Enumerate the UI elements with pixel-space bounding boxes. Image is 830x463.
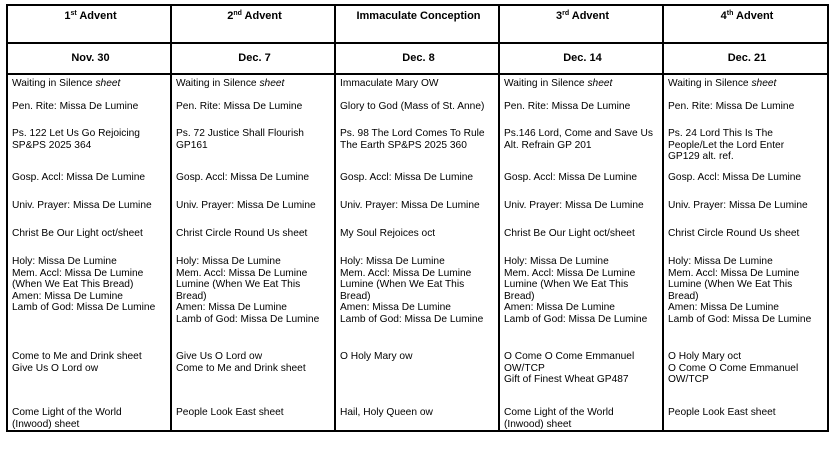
schedule-entry	[668, 200, 827, 228]
entry-text: Univ. Prayer: Missa De Lumine	[668, 200, 808, 211]
entry-italic: sheet	[95, 78, 121, 89]
entry-text: Come Light of the World (Inwood) sheet	[12, 407, 122, 430]
entry-text: Gosp. Accl: Missa De Lumine	[504, 172, 638, 183]
entry-text: Gosp. Accl: Missa De Lumine	[340, 172, 474, 183]
entry-text: Gosp. Accl: Missa De Lumine	[668, 172, 802, 183]
schedule-entry	[12, 101, 170, 128]
schedule-entry	[504, 228, 662, 256]
schedule-entry	[12, 407, 170, 430]
entry-italic: sheet	[751, 78, 777, 89]
schedule-entry	[12, 256, 170, 351]
schedule-entry	[504, 407, 662, 430]
entry-text: Ps. 98 The Lord Comes To Rule The Earth SP&PS 2025 360	[340, 128, 485, 151]
schedule-entry	[668, 228, 827, 256]
col-1-date: Nov. 30	[7, 43, 171, 74]
entry-text: Holy: Missa De Lumine Mem. Accl: Missa De Lumine Lumine (When We Eat This Bread) Amen: Missa De Lumine Lamb of God: Missa De Lumine	[176, 256, 320, 325]
schedule-entry	[176, 172, 334, 200]
entry-text: Univ. Prayer: Missa De Lumine	[504, 200, 644, 211]
entry-text: Ps. 24 Lord This Is The People/Let the Lord Enter GP129 alt. ref.	[668, 128, 785, 163]
schedule-entry	[668, 351, 827, 407]
schedule-entry	[668, 78, 827, 101]
col-5-title: 4th Advent	[663, 5, 828, 43]
col-1-content	[7, 74, 171, 431]
schedule-entry	[668, 101, 827, 128]
entry-text: People Look East sheet	[176, 407, 284, 418]
schedule-entry	[176, 256, 334, 351]
schedule-entry	[12, 128, 170, 172]
entry-text: Holy: Missa De Lumine Mem. Accl: Missa De Lumine Lumine (When We Eat This Bread) Amen: Missa De Lumine Lamb of God: Missa De Lumine	[504, 256, 648, 325]
entry-text: Come Light of the World (Inwood) sheet	[504, 407, 614, 430]
schedule-entry	[668, 128, 827, 172]
entry-text: Waiting in Silence	[668, 78, 752, 89]
schedule-entry	[504, 256, 662, 351]
col-3-content	[335, 74, 499, 431]
col-2-content	[171, 74, 335, 431]
schedule-entry	[340, 200, 498, 228]
entry-text: Ps.146 Lord, Come and Save Us Alt. Refrain GP 201	[504, 128, 653, 151]
col-5-content	[663, 74, 828, 431]
entry-text: Give Us O Lord ow Come to Me and Drink sheet	[176, 351, 306, 374]
schedule-entry	[12, 351, 170, 407]
entry-text: Pen. Rite: Missa De Lumine	[12, 101, 139, 112]
schedule-entry	[668, 407, 827, 419]
schedule-entry	[340, 228, 498, 256]
schedule-entry	[12, 200, 170, 228]
col-1-title: 1st Advent	[7, 5, 171, 43]
entry-text: Come to Me and Drink sheet Give Us O Lord ow	[12, 351, 142, 374]
schedule-entry	[340, 172, 498, 200]
entry-text: O Holy Mary oct O Come O Come Emmanuel OW/TCP	[668, 351, 799, 386]
entry-text: Univ. Prayer: Missa De Lumine	[12, 200, 152, 211]
schedule-entry	[668, 172, 827, 200]
col-2-date: Dec. 7	[171, 43, 335, 74]
col-3-date: Dec. 8	[335, 43, 499, 74]
schedule-entry	[504, 351, 662, 407]
schedule-entry	[504, 128, 662, 172]
body-row	[7, 74, 828, 431]
col-4-date: Dec. 14	[499, 43, 663, 74]
entry-text: People Look East sheet	[668, 407, 776, 418]
entry-text: Holy: Missa De Lumine Mem. Accl: Missa De Lumine Lumine (When We Eat This Bread) Amen: Missa De Lumine Lamb of God: Missa De Lumine	[668, 256, 812, 325]
entry-text: Gosp. Accl: Missa De Lumine	[12, 172, 146, 183]
entry-text: Pen. Rite: Missa De Lumine	[668, 101, 795, 112]
schedule-entry	[176, 128, 334, 172]
schedule-entry	[176, 351, 334, 407]
entry-text: Univ. Prayer: Missa De Lumine	[340, 200, 480, 211]
entry-text: My Soul Rejoices oct	[340, 228, 436, 239]
entry-text: Pen. Rite: Missa De Lumine	[504, 101, 631, 112]
entry-text: O Come O Come Emmanuel OW/TCP Gift of Finest Wheat GP487	[504, 351, 635, 386]
schedule-entry	[340, 351, 498, 407]
schedule-entry	[668, 256, 827, 351]
entry-italic: sheet	[587, 78, 613, 89]
schedule-entry	[12, 78, 170, 101]
col-4-title: 3rd Advent	[499, 5, 663, 43]
entry-text: Christ Circle Round Us sheet	[668, 228, 800, 239]
entry-text: Waiting in Silence	[504, 78, 588, 89]
col-4-content	[499, 74, 663, 431]
schedule-entry	[504, 101, 662, 128]
schedule-entry	[176, 228, 334, 256]
entry-text: Christ Be Our Light oct/sheet	[12, 228, 143, 239]
col-3-title: Immaculate Conception	[335, 5, 499, 43]
schedule-entry	[340, 128, 498, 172]
entry-text: O Holy Mary ow	[340, 351, 413, 362]
schedule-entry	[12, 228, 170, 256]
entry-text: Gosp. Accl: Missa De Lumine	[176, 172, 310, 183]
entry-text: Christ Circle Round Us sheet	[176, 228, 308, 239]
entry-text: Ps. 72 Justice Shall Flourish GP161	[176, 128, 304, 151]
entry-italic: sheet	[259, 78, 285, 89]
entry-text: Christ Be Our Light oct/sheet	[504, 228, 635, 239]
header-row-titles	[7, 5, 828, 43]
schedule-entry	[176, 407, 334, 419]
col-2-title: 2nd Advent	[171, 5, 335, 43]
schedule-entry	[176, 78, 334, 101]
schedule-entry	[340, 101, 498, 128]
schedule-table	[6, 4, 829, 432]
schedule-entry	[504, 78, 662, 101]
schedule-entry	[340, 256, 498, 351]
entry-text: Glory to God (Mass of St. Anne)	[340, 101, 485, 112]
entry-text: Immaculate Mary OW	[340, 78, 439, 89]
schedule-entry	[504, 200, 662, 228]
schedule-entry	[176, 101, 334, 128]
col-5-date: Dec. 21	[663, 43, 828, 74]
schedule-entry	[340, 407, 498, 419]
entry-text: Pen. Rite: Missa De Lumine	[176, 101, 303, 112]
schedule-entry	[504, 172, 662, 200]
entry-text: Univ. Prayer: Missa De Lumine	[176, 200, 316, 211]
entry-text: Waiting in Silence	[176, 78, 260, 89]
entry-text: Holy: Missa De Lumine Mem. Accl: Missa De Lumine Lumine (When We Eat This Bread) Amen: Missa De Lumine Lamb of God: Missa De Lumine	[340, 256, 484, 325]
entry-text: Ps. 122 Let Us Go Rejoicing SP&PS 2025 364	[12, 128, 140, 151]
entry-text: Holy: Missa De Lumine Mem. Accl: Missa De Lumine (When We Eat This Bread) Amen: Missa De Lumine Lamb of God: Missa De Lumine	[12, 256, 156, 314]
schedule-entry	[340, 78, 498, 101]
entry-text: Hail, Holy Queen ow	[340, 407, 433, 418]
header-row-dates	[7, 43, 828, 74]
schedule-entry	[176, 200, 334, 228]
entry-text: Waiting in Silence	[12, 78, 96, 89]
schedule-entry	[12, 172, 170, 200]
